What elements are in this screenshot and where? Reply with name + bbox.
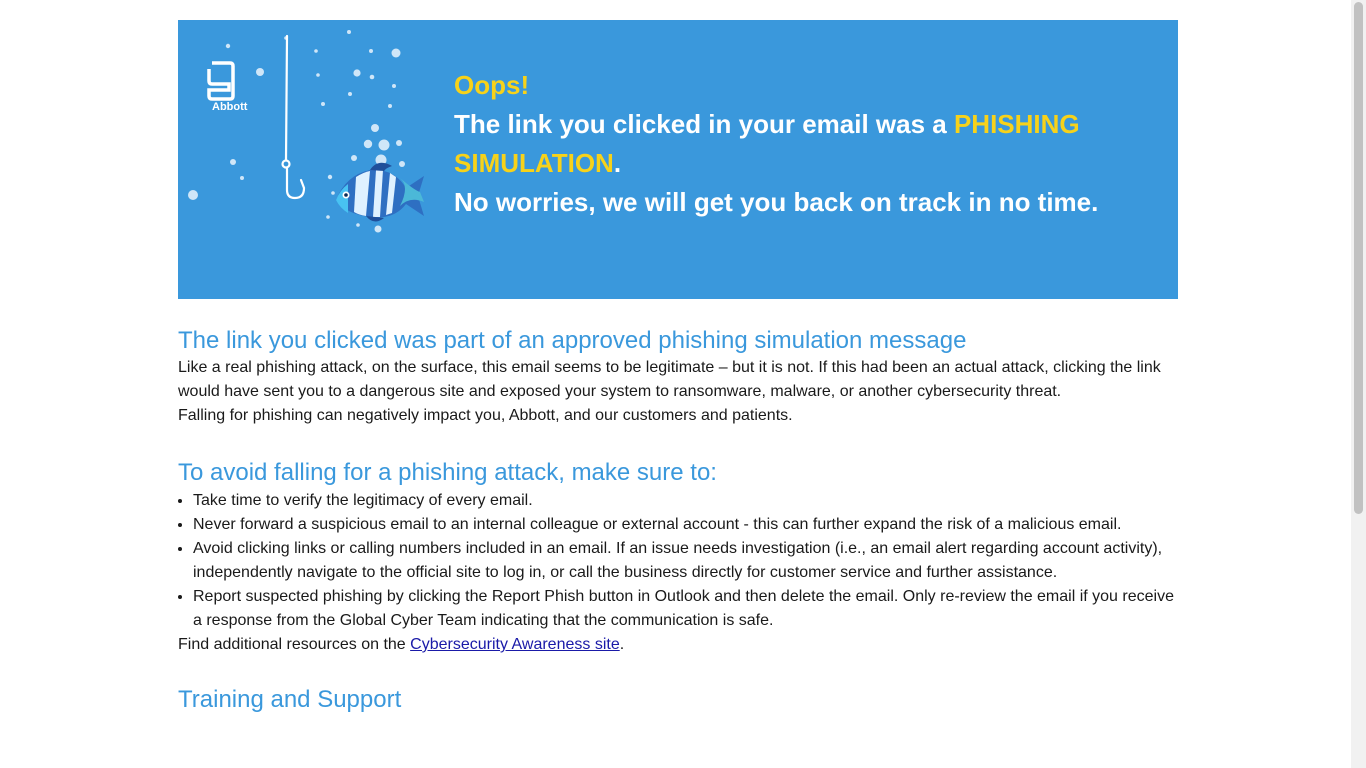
tip-item: • Take time to verify the legitimacy of every email. (193, 489, 1178, 513)
simulation-heading: The link you clicked was part of an approved phishing simulation message (178, 327, 967, 354)
avoid-phishing-heading: To avoid falling for a phishing attack, make sure to: (178, 459, 717, 486)
banner-line1-highlight: PHISHING SIMULATION (454, 109, 1080, 178)
banner-line1-prefix: The link you clicked in your email was a (454, 109, 954, 139)
tip-item: • Avoid clicking links or calling numbers included in an email. If an issue needs investigation (i.e., an email alert regarding account activity), independently navigate to the official site to log in, or call the business directly for customer service and further assistance. (193, 537, 1178, 585)
fish-hook-illustration (178, 20, 438, 299)
banner-line2: No worries, we will get you back on track in no time. (454, 187, 1099, 217)
page-content (178, 20, 1178, 715)
tips-list (178, 489, 1178, 633)
banner-line1-suffix: . (613, 148, 622, 178)
banner-line1 (454, 105, 1154, 183)
phishing-banner (178, 20, 1178, 299)
abbott-logo-text: Abbott (212, 101, 248, 113)
impact-paragraph: Falling for phishing can negatively impact you, Abbott, and our customers and patients. (178, 407, 793, 424)
tip-item: • Never forward a suspicious email to an internal colleague or external account - this can further expand the risk of a malicious email. (193, 513, 1178, 537)
scrollbar-thumb[interactable] (1354, 2, 1363, 514)
banner-message (454, 66, 1154, 222)
tip-item: • Report suspected phishing by clicking the Report Phish button in Outlook and then delete the email. Only re-review the email if you receive a response from the Global Cyber Team indicating that the communication is safe. (193, 585, 1178, 633)
page-scrollbar[interactable] (1351, 0, 1366, 768)
resources-prefix: Find additional resources on the (178, 636, 411, 653)
cybersecurity-awareness-link[interactable]: Cybersecurity Awareness site (410, 636, 620, 653)
resources-paragraph (178, 633, 1178, 657)
banner-oops: Oops! (454, 70, 530, 100)
abbott-logo (209, 63, 233, 99)
explanation-paragraph: Like a real phishing attack, on the surface, this email seems to be legitimate – but it is not. If this had been an actual attack, clicking the link would have sent you to a dangerous site and exposed your system to ransomware, malware, or another cybersecurity threat. (178, 359, 1161, 400)
resources-suffix: . (619, 636, 625, 653)
fish-icon (336, 163, 424, 222)
fishing-hook-icon (283, 36, 305, 198)
training-support-heading: Training and Support (178, 686, 402, 713)
